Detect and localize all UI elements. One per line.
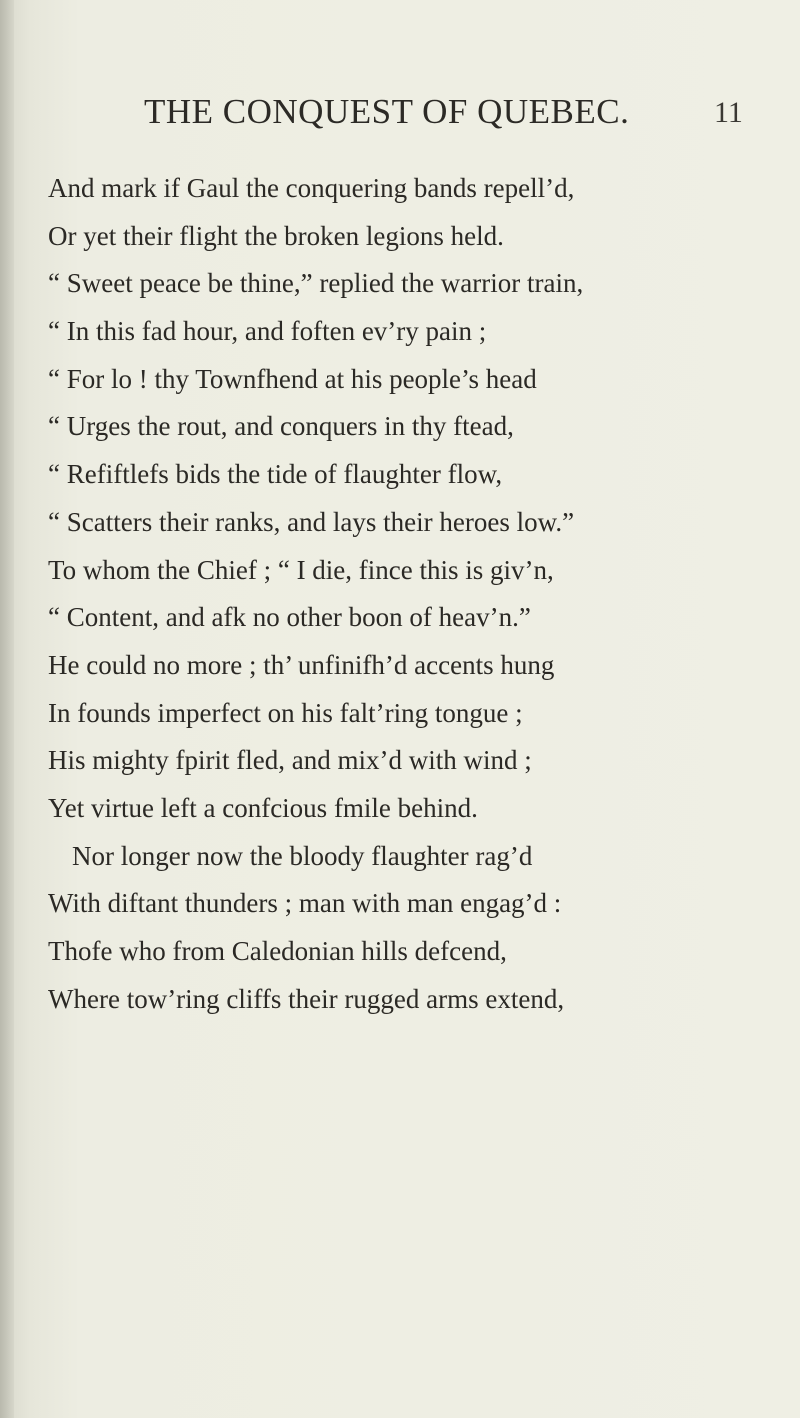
page-header <box>0 92 800 142</box>
verse-line: “ In this fad hour, and foften ev’ry pain ; <box>48 316 487 347</box>
verse-line: “ Sweet peace be thine,” replied the warrior train, <box>48 268 584 299</box>
verse-line-indented: Nor longer now the bloody flaughter rag’d <box>72 840 533 871</box>
verse-line: “ For lo ! thy Townfhend at his people’s head <box>48 363 537 394</box>
verse-line: “ Refiftlefs bids the tide of flaughter flow, <box>48 459 503 490</box>
verse-line: Yet virtue left a confcious fmile behind. <box>48 792 478 823</box>
poem-text <box>48 164 768 1022</box>
verse-line: In founds imperfect on his falt’ring tongue ; <box>48 697 523 728</box>
verse-line: To whom the Chief ; “ I die, fince this is giv’n, <box>48 554 554 585</box>
verse-line: And mark if Gaul the conquering bands repell’d, <box>48 173 575 203</box>
running-title: THE CONQUEST OF QUEBEC. <box>144 92 630 131</box>
verse-line: Where tow’ring cliffs their rugged arms extend, <box>48 983 565 1014</box>
page-number: 11 <box>714 96 743 129</box>
verse-line: Thofe who from Caledonian hills defcend, <box>48 936 507 966</box>
verse-line: Or yet their flight the broken legions held. <box>48 220 504 251</box>
verse-line: “ Scatters their ranks, and lays their heroes low.” <box>48 506 575 537</box>
verse-line: With diftant thunders ; man with man engag’d : <box>48 888 562 919</box>
page-gutter <box>0 0 14 1418</box>
verse-line: “ Content, and afk no other boon of heav’n.” <box>48 602 531 633</box>
verse-line: He could no more ; th’ unfinifh’d accents hung <box>48 649 555 680</box>
verse-line: “ Urges the rout, and conquers in thy ftead, <box>48 411 514 442</box>
verse-line: His mighty fpirit fled, and mix’d with wind ; <box>48 745 532 776</box>
